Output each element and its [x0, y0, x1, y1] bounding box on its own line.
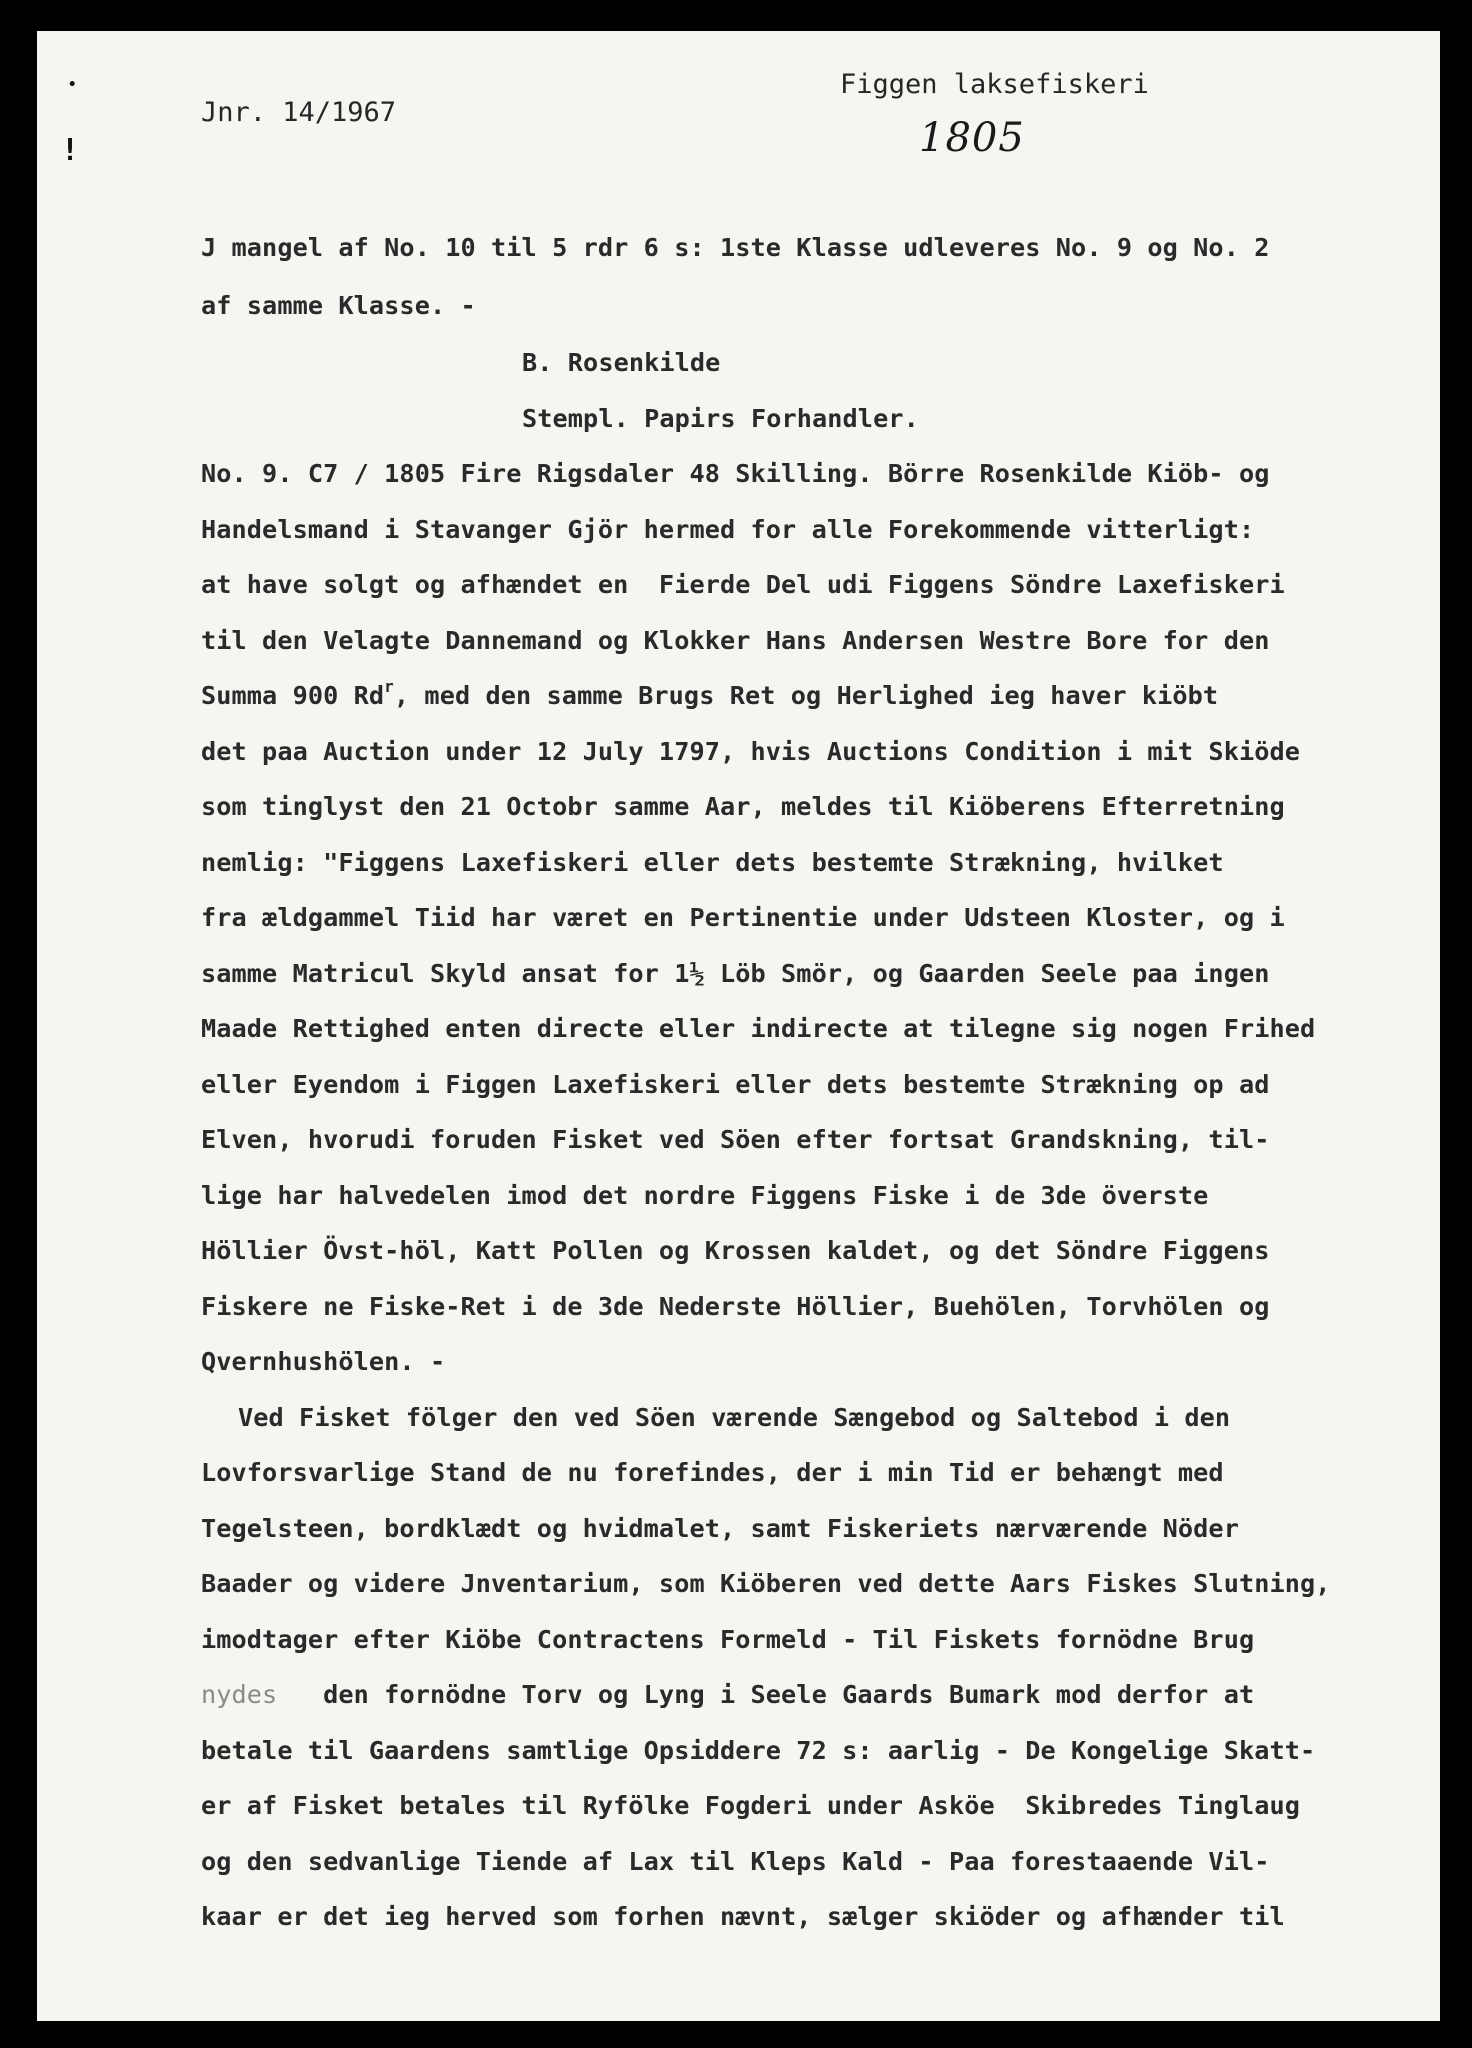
text-line: No. 9. C7 / 1805 Fire Rigsdaler 48 Skilling. Börre Rosenkilde Kiöb- og [201, 459, 1270, 488]
summa-superscript: r [384, 677, 394, 696]
text-line: Ved Fisket fölger den ved Söen værende Sængebod og Saltebod i den [238, 1403, 1231, 1432]
line-text: den fornödne Torv og Lyng i Seele Gaards Bumark mod derfor at [277, 1680, 1255, 1709]
text-line [201, 677, 1219, 710]
text-line: det paa Auction under 12 July 1797, hvis Auctions Condition i mit Skiöde [201, 737, 1301, 766]
document-title: Figgen laksefiskeri [840, 69, 1149, 100]
text-line: betale til Gaardens samtlige Opsiddere 72 s: aarlig - De Kongelige Skatt- [201, 1736, 1316, 1765]
summa-label: Summa 900 Rd [201, 681, 385, 710]
text-line: Höllier Övst-höl, Katt Pollen og Krossen kaldet, og det Söndre Figgens [201, 1236, 1270, 1265]
handwritten-year: 1805 [919, 115, 1025, 161]
text-line: kaar er det ieg herved som forhen nævnt, sælger skiöder og afhænder til [201, 1902, 1285, 1931]
text-line: Stempl. Papirs Forhandler. [522, 404, 919, 433]
text-line: Tegelsteen, bordklædt og hvidmalet, samt Fiskeriets nærværende Nöder [201, 1514, 1239, 1543]
text-line: fra ældgammel Tiid har været en Pertinentie under Udsteen Kloster, og i [201, 903, 1285, 932]
journal-number: Jnr. 14/1967 [201, 97, 397, 128]
text-line: Maade Rettighed enten directe eller indirecte at tilegne sig nogen Frihed [201, 1014, 1316, 1043]
text-line: nemlig: "Figgens Laxefiskeri eller dets bestemte Strækning, hvilket [201, 848, 1224, 877]
text-line: af samme Klasse. - [201, 291, 476, 320]
summa-rest: , med den samme Brugs Ret og Herlighed ieg haver kiöbt [393, 681, 1219, 710]
text-line: eller Eyendom i Figgen Laxefiskeri eller dets bestemte Strækning op ad [201, 1070, 1270, 1099]
text-line: Handelsmand i Stavanger Gjör hermed for alle Forekommende vitterligt: [201, 515, 1255, 544]
margin-dot: • [68, 77, 77, 93]
text-line: J mangel af No. 10 til 5 rdr 6 s: 1ste Klasse udleveres No. 9 og No. 2 [201, 233, 1270, 262]
text-line: imodtager efter Kiöbe Contractens Formeld - Til Fiskets fornödne Brug [201, 1625, 1255, 1654]
text-line: B. Rosenkilde [522, 348, 721, 377]
text-line: Baader og videre Jnventarium, som Kiöberen ved dette Aars Fiskes Slutning, [201, 1569, 1331, 1598]
pen-insertion: nydes [201, 1680, 278, 1709]
text-line: til den Velagte Dannemand og Klokker Hans Andersen Westre Bore for den [201, 626, 1270, 655]
text-line [201, 1682, 1254, 1707]
margin-tick: ! [61, 133, 80, 168]
text-line: er af Fisket betales til Ryfölke Fogderi under Asköe Skibredes Tinglaug [201, 1791, 1301, 1820]
text-line: Fiskere ne Fiske-Ret i de 3de Nederste Höllier, Buehölen, Torvhölen og [201, 1292, 1270, 1321]
text-line: at have solgt og afhændet en Fierde Del udi Figgens Söndre Laxefiskeri [201, 570, 1285, 599]
text-line: lige har halvedelen imod det nordre Figgens Fiske i de 3de överste [201, 1181, 1209, 1210]
text-line: samme Matricul Skyld ansat for 1½ Löb Smör, og Gaarden Seele paa ingen [201, 959, 1270, 988]
text-line: Elven, hvorudi foruden Fisket ved Söen efter fortsat Grandskning, til- [201, 1125, 1270, 1154]
text-line: og den sedvanlige Tiende af Lax til Kleps Kald - Paa forestaaende Vil- [201, 1847, 1270, 1876]
text-line: Qvernhushölen. - [201, 1347, 446, 1376]
document-page [37, 31, 1440, 2021]
text-line: Lovforsvarlige Stand de nu forefindes, der i min Tid er behængt med [201, 1458, 1224, 1487]
text-line: som tinglyst den 21 Octobr samme Aar, meldes til Kiöberens Efterretning [201, 792, 1285, 821]
